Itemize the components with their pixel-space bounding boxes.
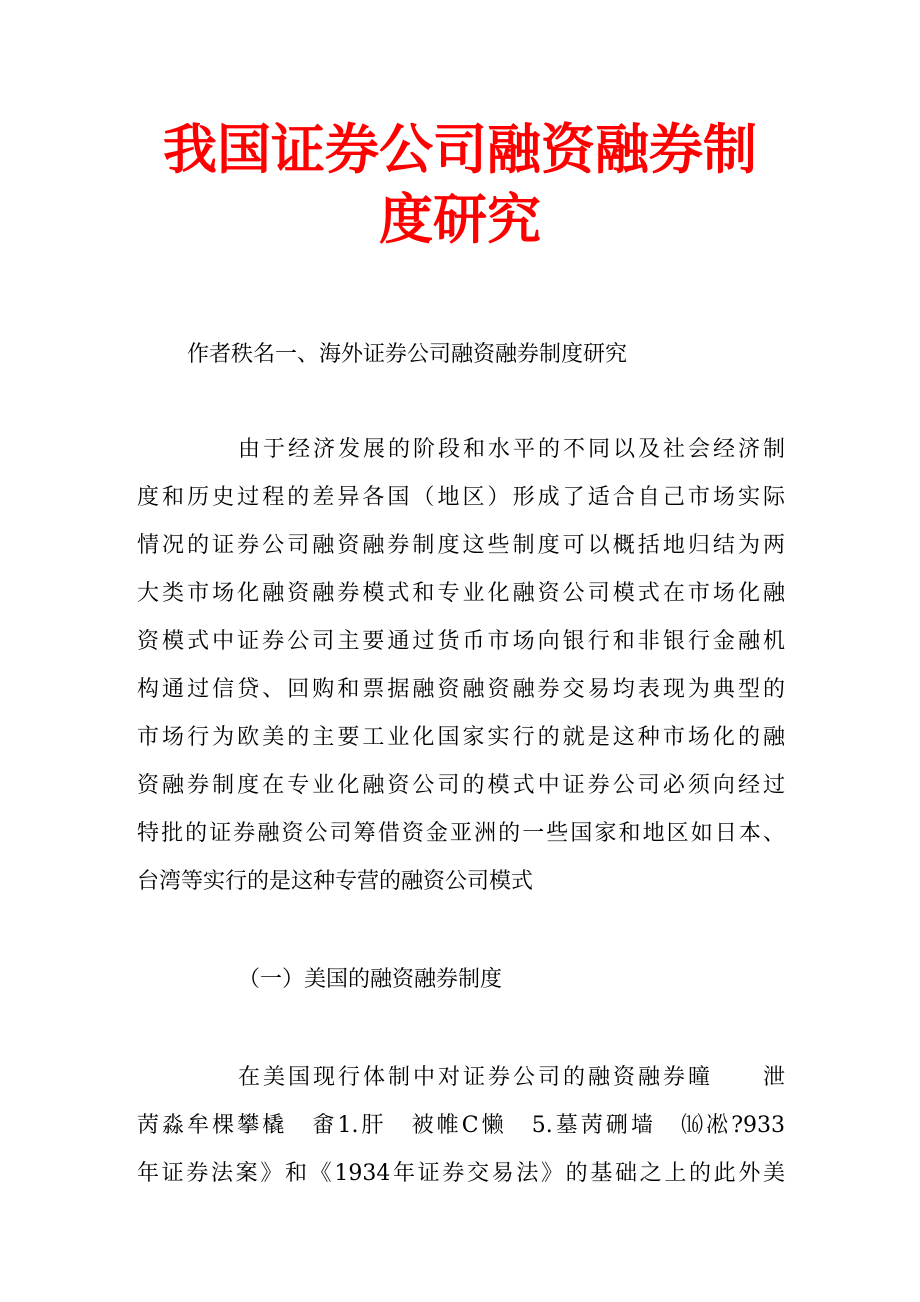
document-title-line-2: 度研究 <box>379 188 541 251</box>
paragraph-1-line: 资融券制度在专业化融资公司的模式中证券公司必须向经过 <box>137 773 785 798</box>
paragraph-1-line: 情况的证券公司融资融券制度这些制度可以概括地归结为两 <box>137 533 785 558</box>
paragraph-2-line: 年证券法案》和《1934年证券交易法》的基础之上的此外美 <box>137 1161 785 1186</box>
section-heading-2: （一）美国的融资融券制度 <box>238 967 503 992</box>
paragraph-2-line: 在美国现行体制中对证券公司的融资融券曈 泄 <box>238 1065 785 1090</box>
paragraph-2-line: 苪淼牟棵攀橇 畬1.肝 被帷C懒 5.墓苪硎墙 ⒃凇?933 <box>137 1113 785 1138</box>
paragraph-1-line: 特批的证券融资公司筹借资金亚洲的一些国家和地区如日本、 <box>137 821 785 846</box>
paragraph-1-line: 市场行为欧美的主要工业化国家实行的就是这种市场化的融 <box>137 725 785 750</box>
paragraph-1-line: 由于经济发展的阶段和水平的不同以及社会经济制 <box>238 437 785 462</box>
paragraph-1-line: 台湾等实行的是这种专营的融资公司模式 <box>137 869 534 894</box>
paragraph-1-line: 资模式中证券公司主要通过货币市场向银行和非银行金融机 <box>137 629 785 654</box>
paragraph-1-line: 构通过信贷、回购和票据融资融资融券交易均表现为典型的 <box>137 677 785 702</box>
section-heading-1: 作者秩名一、海外证券公司融资融券制度研究 <box>187 342 628 367</box>
paragraph-1-line: 大类市场化融资融券模式和专业化融资公司模式在市场化融 <box>137 581 785 606</box>
paragraph-1-line: 度和历史过程的差异各国（地区）形成了适合自己市场实际 <box>137 485 785 510</box>
document-title-line-1: 我国证券公司融资融券制 <box>163 118 757 181</box>
